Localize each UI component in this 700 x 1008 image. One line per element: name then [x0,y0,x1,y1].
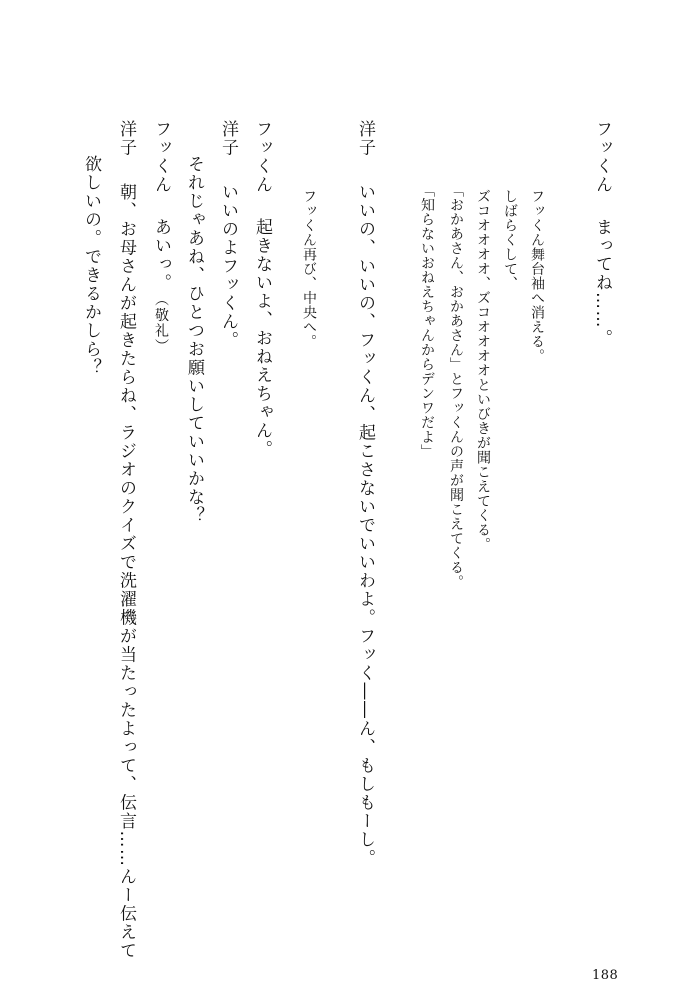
dialogue-text: まってね……。 [592,218,612,348]
stage-direction [448,183,463,589]
dialogue-text: いいのよフッくん。 [218,183,238,350]
script-line [218,120,236,350]
direction-text: 「おかあさん、おかあさん」とフッくんの声が聞こえてくる。 [448,183,464,589]
direction-text: しばらくして、 [502,189,518,291]
dialogue-text: いいの、いいの、フッくん、起こさないでいいわよ。フッく――ん、もしもーし。 [355,183,375,868]
stage-direction [502,189,517,291]
dialogue-text: それじゃあね、ひとつお願いしていいかな？ [184,155,204,525]
dialogue-text: 起きないよ、おねえちゃん。 [252,218,272,459]
script-line [150,120,169,354]
direction-text: 「知らないおねえちゃんからデンワだよ」 [419,183,435,459]
speaker-name: 洋子 [218,120,238,157]
script-line [355,120,373,868]
dialogue-text: 朝、お母さんが起きたらね、ラジオのクイズで洗濯機が当たったよって、伝言……んー伝えて [116,183,136,960]
page-number: 188 [592,968,619,983]
stage-direction [475,189,490,552]
speaker-name: フッくん [592,120,612,194]
dialogue-text: 欲しいの。できるかしら？ [81,155,101,377]
direction-text: ズコオオオオ、ズコオオオオといびきが聞こえてくる。 [475,189,491,552]
dialogue-text: あいっ。 [151,218,171,292]
script-line [81,155,99,377]
script-line [252,120,270,459]
stage-note: （敬礼） [153,292,169,354]
script-line [116,120,134,960]
speaker-name: フッくん [252,120,272,194]
direction-text: フッくん再び、中央へ。 [301,189,317,349]
speaker-name: 洋子 [355,120,375,157]
script-line [592,120,610,348]
speaker-name: フッくん [151,120,171,194]
direction-text: フッくん舞台袖へ消える。 [529,189,545,363]
script-line [184,155,202,525]
stage-direction [419,183,434,459]
speaker-name: 洋子 [116,120,136,157]
stage-direction [529,189,544,363]
stage-direction [301,189,316,349]
